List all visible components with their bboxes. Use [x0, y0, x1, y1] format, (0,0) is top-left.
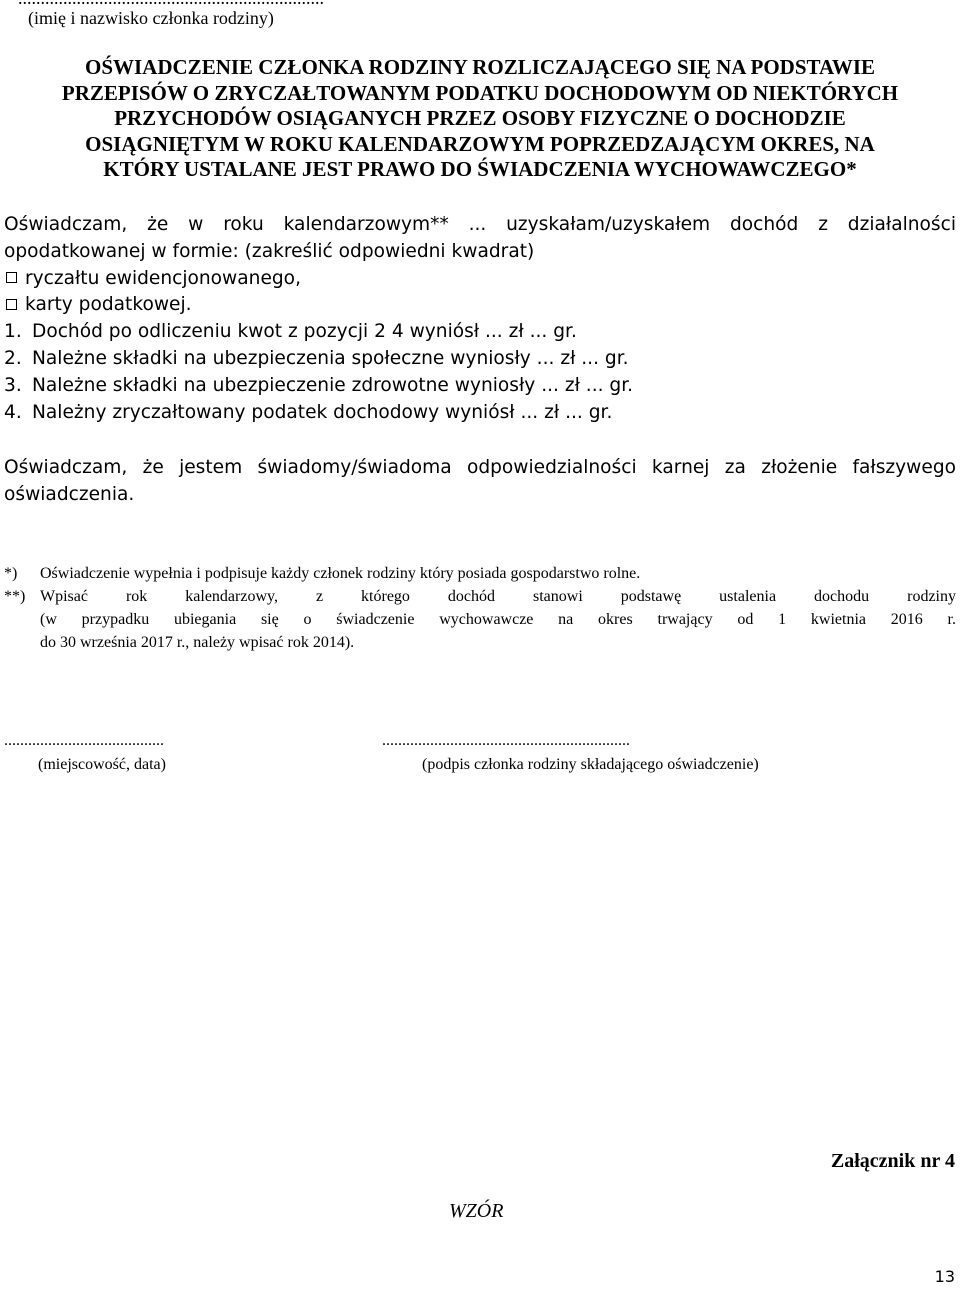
liability-statement-line: oświadczenia. — [4, 483, 135, 505]
title-line: PRZEPISÓW O ZRYCZAŁTOWANYM PODATKU DOCHODOWYM OD NIEKTÓRYCH — [61, 80, 899, 105]
amount-item — [4, 346, 956, 373]
footnote — [4, 585, 956, 654]
item-text: Należne składki na ubezpieczenie zdrowotne wyniosły ... zł ... gr. — [32, 374, 634, 396]
option-karta[interactable] — [4, 292, 956, 319]
item-text: Dochód po odliczeniu kwot z pozycji 2 4 wyniósł ... zł ... gr. — [32, 321, 577, 343]
liability-statement — [4, 455, 956, 508]
title-line: OSIĄGNIĘTYM W ROKU KALENDARZOWYM POPRZEDZAJĄCYM OKRES, NA — [85, 131, 875, 156]
title-line: PRZYCHODÓW OSIĄGANYCH PRZEZ OSOBY FIZYCZNE O DOCHODZIE — [114, 106, 846, 130]
amount-item — [4, 319, 956, 346]
footnote — [4, 562, 956, 585]
document-title — [0, 55, 960, 183]
place-date-dots: ........................................ — [4, 732, 164, 749]
member-name-caption: (imię i nazwisko członka rodziny) — [28, 8, 274, 28]
checkbox-square-icon[interactable] — [6, 272, 17, 283]
footnote-text — [40, 585, 956, 654]
item-text: Należne składki na ubezpieczenia społeczne wyniosły ... zł ... gr. — [32, 347, 629, 369]
footnote-mark: *) — [4, 565, 18, 582]
page-number: 13 — [934, 1267, 955, 1286]
checkbox-square-icon[interactable] — [6, 299, 17, 310]
item-text: Należny zryczałtowany podatek dochodowy wyniósł ... zł ... gr. — [32, 401, 613, 423]
item-number: 1. — [4, 321, 22, 343]
title-line: KTÓRY USTALANE JEST PRAWO DO ŚWIADCZENIA WYCHOWAWCZEGO* — [103, 157, 857, 181]
footnote-line: Wpisać rok kalendarzowy, z którego dochód stanowi podstawę ustalenia dochodu rodziny — [40, 588, 956, 605]
liability-statement-line: Oświadczam, że jestem świadomy/świadoma odpowiedzialności karnej za złożenie fałszywego — [4, 457, 956, 478]
amount-item — [4, 400, 956, 427]
item-number: 4. — [4, 401, 22, 423]
place-date-label: (miejscowość, data) — [38, 756, 166, 773]
footnotes — [4, 562, 956, 654]
template-label: WZÓR — [449, 1200, 504, 1222]
annex-label: Załącznik nr 4 — [830, 1150, 955, 1172]
footnote-line: do 30 września 2017 r., należy wpisać rok 2014). — [40, 634, 355, 651]
footnote-text — [40, 562, 956, 585]
footnote-line: (w przypadku ubiegania się o świadczenie wychowawcze na okres trwający od 1 kwietnia 2016 r. — [40, 611, 956, 628]
declaration-block — [4, 212, 956, 426]
item-number: 3. — [4, 374, 22, 396]
option-ryczalt[interactable] — [4, 266, 956, 293]
signature-label: (podpis członka rodziny składającego oświadczenie) — [422, 756, 759, 773]
signature-dots: .............................................................. — [382, 732, 630, 749]
footnote-line: Oświadczenie wypełnia i podpisuje każdy członek rodziny który posiada gospodarstwo rolne. — [40, 565, 641, 582]
declaration-intro-line: Oświadczam, że w roku kalendarzowym** ... uzyskałam/uzyskałem dochód z działalności — [4, 214, 956, 235]
amount-item — [4, 373, 956, 400]
declaration-intro-line: opodatkowanej w formie: (zakreślić odpowiedni kwadrat) — [4, 240, 535, 262]
option-label: karty podatkowej. — [25, 294, 192, 316]
title-line: OŚWIADCZENIE CZŁONKA RODZINY ROZLICZAJĄCEGO SIĘ NA PODSTAWIE — [85, 55, 875, 79]
option-label: ryczałtu ewidencjonowanego, — [25, 267, 301, 289]
item-number: 2. — [4, 347, 22, 369]
footnote-mark: **) — [4, 588, 26, 605]
